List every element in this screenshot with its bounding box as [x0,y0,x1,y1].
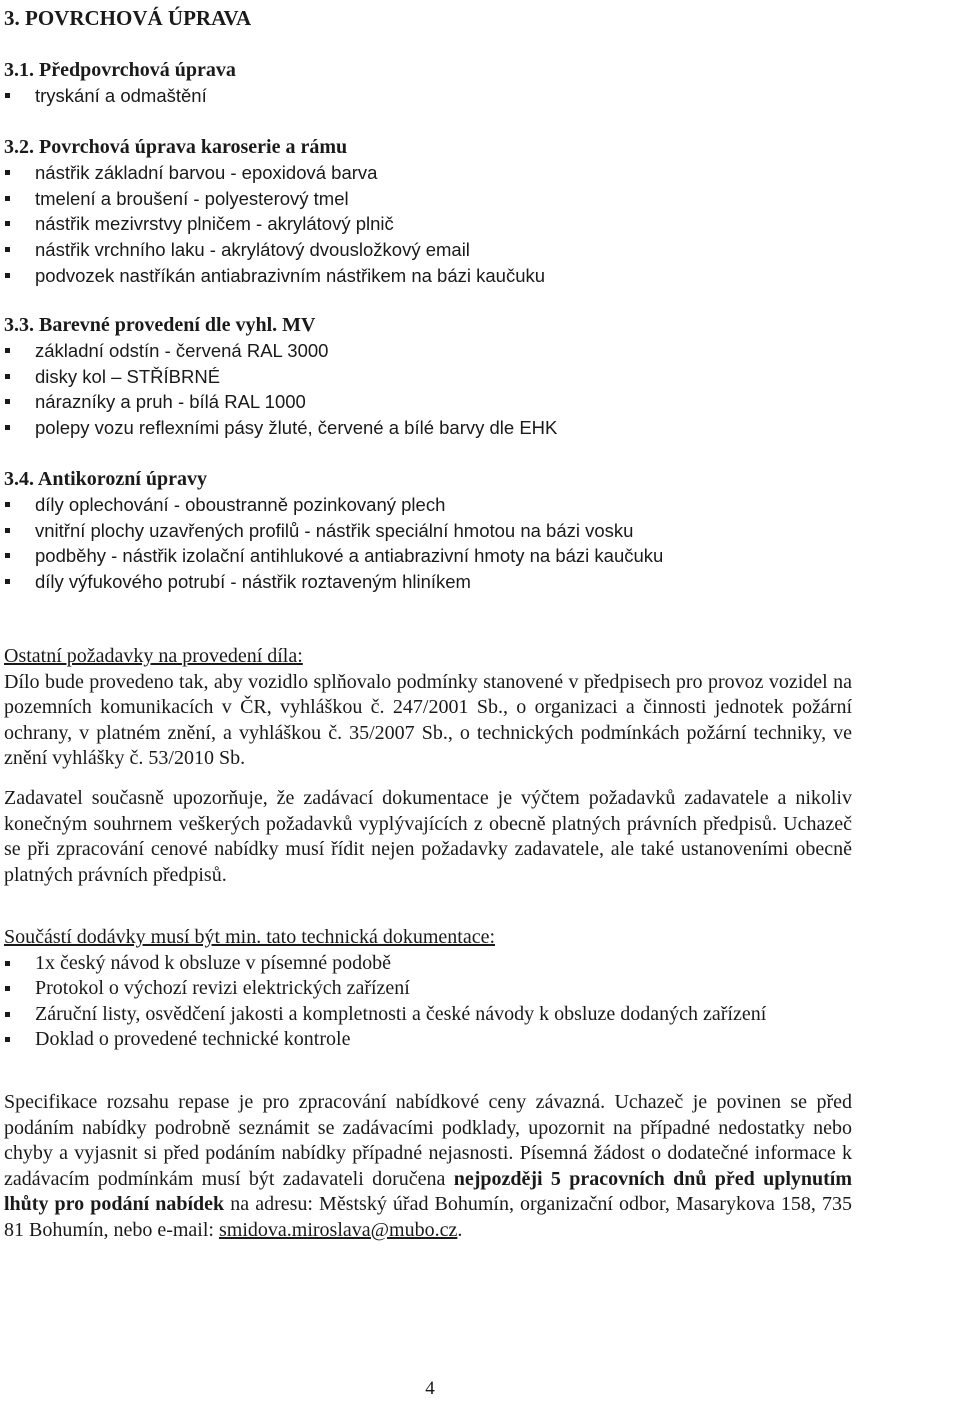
subsection-heading: 3.4. Antikorozní úpravy [4,468,207,490]
subsection-3-2 [4,134,852,289]
sentence-end: . [457,1218,463,1241]
list-item: tmelení a broušení - polyesterový tmel [4,186,852,212]
list-item: 1x český návod k obsluze v písemné podobě [4,951,852,977]
delivery-documentation [4,925,852,1053]
subsection-heading: 3.1. Předpovrchová úprava [4,59,236,81]
bullet-list [4,160,852,289]
legal-compliance-paragraph: Dílo bude provedeno tak, aby vozidlo splňovalo podmínky stanovené v předpisech pro provoz vozidel na pozemních komunikacích v ČR, vyhláškou č. 247/2001 Sb., o organizaci a činnosti jednotek požární ochrany, v platném znění, a vyhláškou č. 35/2007 Sb., o technických podmínkách požární techniky, ve znění vyhlášky č. 53/2010 Sb. [4,670,852,769]
list-item: podvozek nastříkán antiabrazivním nástřikem na bázi kaučuku [4,263,852,289]
specification-paragraph [4,1090,852,1243]
address-text: na adresu: Městský úřad Bohumín, organizační odbor, Masarykova 158, 735 81 Bohumín, nebo e-mail: [4,1193,852,1241]
subsection-heading: 3.2. Povrchová úprava karoserie a rámu [4,136,348,158]
list-item: vnitřní plochy uzavřených profilů - nástřik speciální hmotou na bázi vosku [4,518,852,544]
subsection-heading: 3.3. Barevné provedení dle vyhl. MV [4,314,316,336]
bullet-list [4,492,852,595]
list-item: nástřik mezivrstvy plničem - akrylátový plnič [4,211,852,237]
other-requirements [4,644,852,772]
list-item: disky kol – STŘÍBRNÉ [4,364,852,390]
bullet-list [4,338,852,441]
list-item: Záruční listy, osvědčení jakosti a kompletnosti a české návody k obsluze dodaných zařízení [4,1002,852,1028]
contracting-authority-notice: Zadavatel současně upozorňuje, že zadávací dokumentace je výčtem požadavků zadavatele a nikoliv konečným souhrnem veškerých požadavků vyplývajících z obecně platných právních předpisů. Uchazeč se při zpracování cenové nabídky musí řídit nejen požadavky zadavatele, ale také ustanoveními obecně platných právních předpisů. [4,787,852,886]
list-item: Doklad o provedené technické kontrole [4,1027,852,1053]
email-link[interactable]: smidova.miroslava@mubo.cz [218,1218,458,1241]
list-item: polepy vozu reflexními pásy žluté, červené a bílé barvy dle EHK [4,415,852,441]
subsection-3-3 [4,312,852,441]
list-item: Protokol o výchozí revizi elektrických zařízení [4,976,852,1002]
bullet-list [4,83,852,109]
subsection-3-1 [4,57,852,109]
specification-text: Specifikace rozsahu repase je pro zpracování nabídkové ceny závazná. Uchazeč je povinen se před podáním nabídky podrobně seznámit se zadávacími podklady, upozornit na případné nedostatky nebo chyby a vyjasnit si před podáním nabídky případné nejasnosti. Písemná žádost o dodatečné informace k zadávacím podmínkám musí být zadavateli doručena [4,1091,852,1190]
list-item: podběhy - nástřik izolační antihlukové a antiabrazivní hmoty na bázi kaučuku [4,543,852,569]
list-item: nárazníky a pruh - bílá RAL 1000 [4,389,852,415]
list-item: základní odstín - červená RAL 3000 [4,338,852,364]
list-item: nástřik základní barvou - epoxidová barva [4,160,852,186]
other-requirements-heading: Ostatní požadavky na provedení díla: [4,645,303,667]
bullet-list [4,951,852,1053]
list-item: díly oplechování - oboustranně pozinkovaný plech [4,492,852,518]
subsection-3-4 [4,466,852,595]
deadline-text: nejpozději 5 pracovních dnů před uplynutím lhůty pro podání nabídek [4,1167,853,1215]
delivery-documentation-heading: Součástí dodávky musí být min. tato technická dokumentace: [4,926,496,948]
section-heading: 3. POVRCHOVÁ ÚPRAVA [4,6,252,30]
list-item: nástřik vrchního laku - akrylátový dvousložkový email [4,237,852,263]
list-item: tryskání a odmaštění [4,83,852,109]
list-item: díly výfukového potrubí - nástřik roztaveným hliníkem [4,569,852,595]
page-number: 4 [425,1378,435,1399]
